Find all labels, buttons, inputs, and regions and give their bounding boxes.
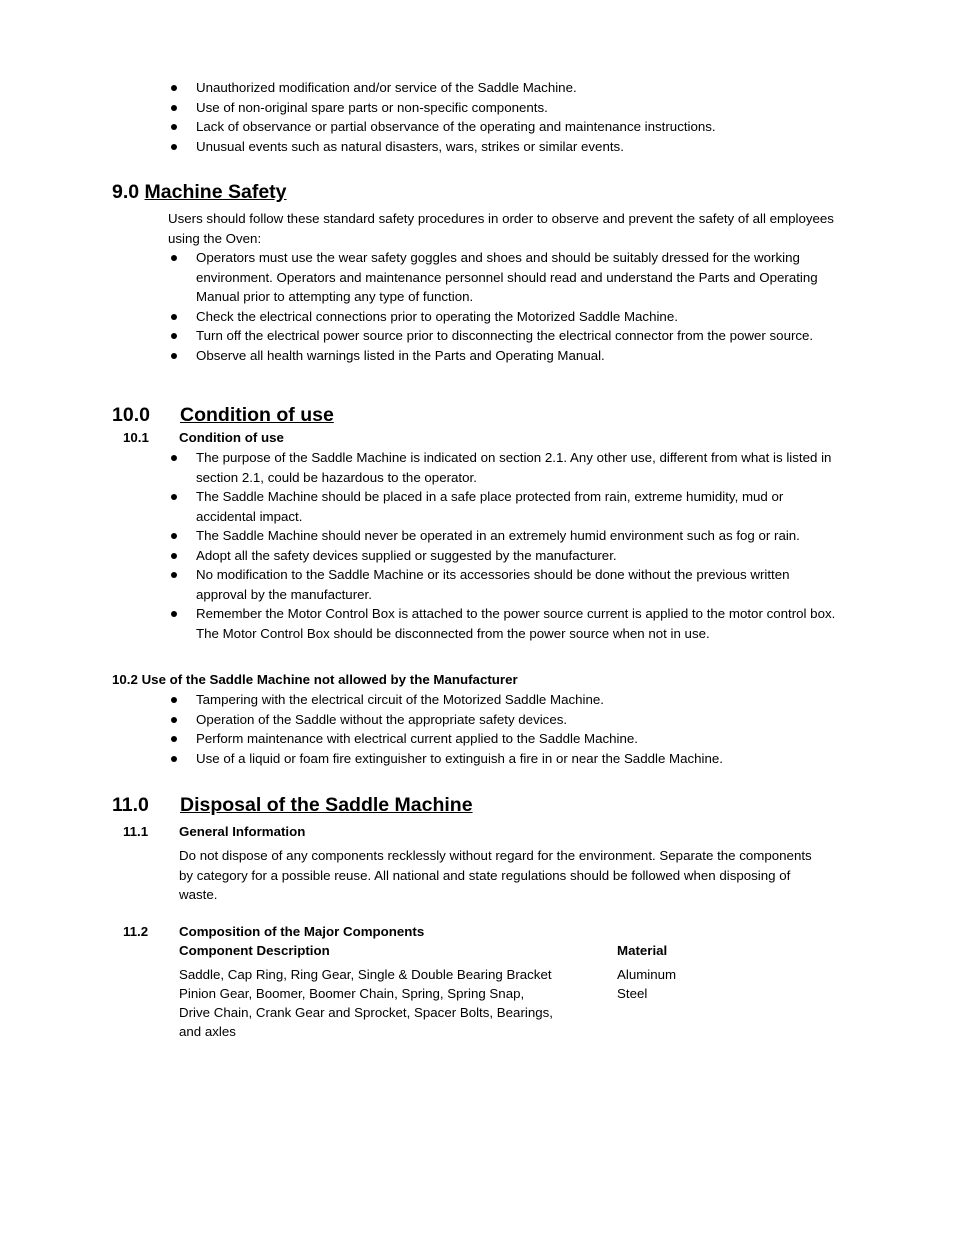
list-item: Tampering with the electrical circuit of the Motorized Saddle Machine. [168, 690, 840, 710]
section-9-heading [112, 180, 287, 204]
subsection-10-1-heading [123, 428, 284, 448]
subsection-10-2-list [168, 690, 840, 768]
subsection-number: 11.2 [123, 924, 149, 939]
subsection-10-2-heading: 10.2 Use of the Saddle Machine not allowed by the Manufacturer [112, 672, 518, 687]
component-description-header: Component Description [179, 943, 330, 958]
list-item: Unauthorized modification and/or service of the Saddle Machine. [168, 78, 848, 98]
list-item: Operation of the Saddle without the appropriate safety devices. [168, 710, 840, 730]
list-item: Adopt all the safety devices supplied or suggested by the manufacturer. [168, 546, 840, 566]
section-title: Condition of use [180, 404, 334, 426]
section-11-heading [112, 793, 473, 817]
material-list [617, 965, 817, 1003]
component-line: Pinion Gear, Boomer, Boomer Chain, Spring, Spring Snap, [179, 986, 525, 1001]
section-number: 9.0 [112, 181, 140, 203]
list-item: Check the electrical connections prior to operating the Motorized Saddle Machine. [168, 307, 848, 327]
component-line: and axles [179, 1024, 236, 1039]
subsection-number: 10.1 [123, 430, 149, 445]
list-item: Unusual events such as natural disasters, wars, strikes or similar events. [168, 137, 848, 157]
list-item: The Saddle Machine should be placed in a safe place protected from rain, extreme humidity, mud or accidental impact. [168, 487, 840, 526]
section-number: 11.0 [112, 794, 149, 816]
subsection-11-1-text: Do not dispose of any components recklessly without regard for the environment. Separate the components by category for a possible reuse. All national and state regulations should be followed when disposing of waste. [179, 848, 812, 902]
list-item: No modification to the Saddle Machine or its accessories should be done without the previous written approval by the manufacturer. [168, 565, 840, 604]
list-item: The Saddle Machine should never be operated in an extremely humid environment such as fog or rain. [168, 526, 840, 546]
material-header: Material [617, 943, 668, 958]
subsection-11-2-heading [123, 922, 424, 942]
list-item: Use of non-original spare parts or non-specific components. [168, 98, 848, 118]
section-10-heading [112, 403, 334, 427]
list-item: The purpose of the Saddle Machine is indicated on section 2.1. Any other use, different from what is listed in section 2.1, could be hazardous to the operator. [168, 448, 840, 487]
component-line: Saddle, Cap Ring, Ring Gear, Single & Double Bearing Bracket [179, 967, 552, 982]
list-item: Remember the Motor Control Box is attached to the power source current is applied to the motor control box. The Motor Control Box should be disconnected from the power source when not in use. [168, 604, 840, 643]
list-item: Lack of observance or partial observance of the operating and maintenance instructions. [168, 117, 848, 137]
list-item: Observe all health warnings listed in the Parts and Operating Manual. [168, 346, 848, 366]
material-line: Aluminum [617, 967, 677, 982]
component-line: Drive Chain, Crank Gear and Sprocket, Spacer Bolts, Bearings, [179, 1005, 553, 1020]
subsection-title: Condition of use [179, 430, 284, 445]
section-title: Machine Safety [144, 181, 287, 203]
subsection-title: Composition of the Major Components [179, 924, 425, 939]
subsection-number: 11.1 [123, 824, 149, 839]
top-list [168, 78, 848, 156]
list-item: Turn off the electrical power source prior to disconnecting the electrical connector from the power source. [168, 326, 848, 346]
list-item: Perform maintenance with electrical current applied to the Saddle Machine. [168, 729, 840, 749]
component-list [179, 965, 599, 1041]
subsection-title: General Information [179, 824, 306, 839]
material-line: Steel [617, 986, 648, 1001]
section-9-body [168, 209, 848, 365]
section-9-intro: Users should follow these standard safety procedures in order to observe and prevent the safety of all employees using the Oven: [168, 211, 834, 246]
subsection-10-1-list [168, 448, 840, 643]
section-title: Disposal of the Saddle Machine [180, 794, 473, 816]
list-item: Use of a liquid or foam fire extinguisher to extinguish a fire in or near the Saddle Machine. [168, 749, 840, 769]
subsection-11-1-heading [123, 822, 305, 842]
list-item: Operators must use the wear safety goggles and shoes and should be suitably dressed for the working environment. Operators and maintenance personnel should read and understand the Parts and Operating Manual prior to attempting any type of function. [168, 248, 848, 307]
section-number: 10.0 [112, 404, 150, 426]
